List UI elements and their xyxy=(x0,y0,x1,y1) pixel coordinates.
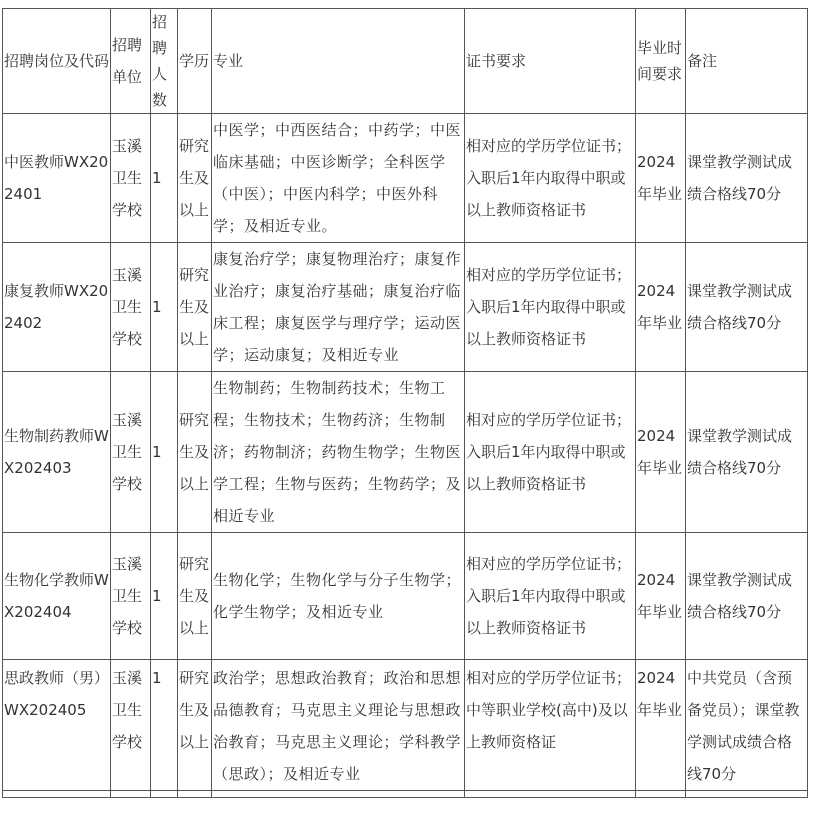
count-cell: 1 xyxy=(151,533,178,660)
major-cell: 中医学；中西医结合；中药学；中医临床基础；中医诊断学；全科医学（中医）；中医内科学；中医外科学；及相近专业。 xyxy=(212,114,465,243)
remarks-cell: 中共党员（含预备党员）；课堂教学测试成绩合格线70分 xyxy=(686,660,808,791)
position-cell: 思政教师（男）WX202405 xyxy=(3,660,111,791)
position-cell: 生物化学教师WX202404 xyxy=(3,533,111,660)
empty-cell xyxy=(151,791,178,798)
header-remarks: 备注 xyxy=(686,9,808,114)
position-cell: 生物制药教师WX202403 xyxy=(3,372,111,533)
unit-cell: 玉溪卫生学校 xyxy=(111,243,151,372)
table-row xyxy=(3,114,808,243)
header-position: 招聘岗位及代码 xyxy=(3,9,111,114)
unit-cell: 玉溪卫生学校 xyxy=(111,114,151,243)
education-cell: 研究生及以上 xyxy=(178,114,212,243)
education-cell: 研究生及以上 xyxy=(178,660,212,791)
empty-cell xyxy=(465,791,636,798)
major-cell: 政治学；思想政治教育；政治和思想品德教育；马克思主义理论与思想政治教育；马克思主义理论；学科教学（思政）；及相近专业 xyxy=(212,660,465,791)
major-cell: 康复治疗学；康复物理治疗；康复作业治疗；康复治疗基础；康复治疗临床工程；康复医学与理疗学；运动医学；运动康复；及相近专业 xyxy=(212,243,465,372)
remarks-cell: 课堂教学测试成绩合格线70分 xyxy=(686,372,808,533)
graduation-cell: 2024年毕业 xyxy=(636,243,686,372)
empty-cell xyxy=(3,791,111,798)
certificate-cell: 相对应的学历学位证书；入职后1年内取得中职或以上教师资格证书 xyxy=(465,533,636,660)
header-row xyxy=(3,9,808,114)
table-row xyxy=(3,533,808,660)
unit-cell: 玉溪卫生学校 xyxy=(111,533,151,660)
certificate-cell: 相对应的学历学位证书；中等职业学校(高中)及以上教师资格证 xyxy=(465,660,636,791)
header-count: 招聘人数 xyxy=(151,9,178,114)
remarks-cell: 课堂教学测试成绩合格线70分 xyxy=(686,533,808,660)
graduation-cell: 2024年毕业 xyxy=(636,372,686,533)
certificate-cell: 相对应的学历学位证书；入职后1年内取得中职或以上教师资格证书 xyxy=(465,114,636,243)
major-cell: 生物化学；生物化学与分子生物学；化学生物学；及相近专业 xyxy=(212,533,465,660)
header-graduation: 毕业时间要求 xyxy=(636,9,686,114)
unit-cell: 玉溪卫生学校 xyxy=(111,660,151,791)
graduation-cell: 2024年毕业 xyxy=(636,114,686,243)
empty-cell xyxy=(686,791,808,798)
graduation-cell: 2024年毕业 xyxy=(636,533,686,660)
empty-cell xyxy=(212,791,465,798)
table-row xyxy=(3,243,808,372)
header-certificate: 证书要求 xyxy=(465,9,636,114)
table-row xyxy=(3,660,808,791)
empty-cell xyxy=(178,791,212,798)
education-cell: 研究生及以上 xyxy=(178,243,212,372)
graduation-cell: 2024年毕业 xyxy=(636,660,686,791)
count-cell: 1 xyxy=(151,372,178,533)
major-cell: 生物制药；生物制药技术；生物工程；生物技术；生物药济；生物制济；药物制济；药物生物学；生物医学工程；生物与医药；生物药学；及相近专业 xyxy=(212,372,465,533)
certificate-cell: 相对应的学历学位证书；入职后1年内取得中职或以上教师资格证书 xyxy=(465,243,636,372)
education-cell: 研究生及以上 xyxy=(178,372,212,533)
position-cell: 中医教师WX202401 xyxy=(3,114,111,243)
header-unit: 招聘单位 xyxy=(111,9,151,114)
count-cell: 1 xyxy=(151,243,178,372)
empty-cell xyxy=(636,791,686,798)
remarks-cell: 课堂教学测试成绩合格线70分 xyxy=(686,243,808,372)
header-major: 专业 xyxy=(212,9,465,114)
position-cell: 康复教师WX202402 xyxy=(3,243,111,372)
count-cell: 1 xyxy=(151,114,178,243)
education-cell: 研究生及以上 xyxy=(178,533,212,660)
remarks-cell: 课堂教学测试成绩合格线70分 xyxy=(686,114,808,243)
header-education: 学历 xyxy=(178,9,212,114)
table-row xyxy=(3,791,808,798)
empty-cell xyxy=(111,791,151,798)
table-row xyxy=(3,372,808,533)
certificate-cell: 相对应的学历学位证书；入职后1年内取得中职或以上教师资格证书 xyxy=(465,372,636,533)
count-cell: 1 xyxy=(151,660,178,791)
recruitment-table xyxy=(2,8,808,798)
unit-cell: 玉溪卫生学校 xyxy=(111,372,151,533)
